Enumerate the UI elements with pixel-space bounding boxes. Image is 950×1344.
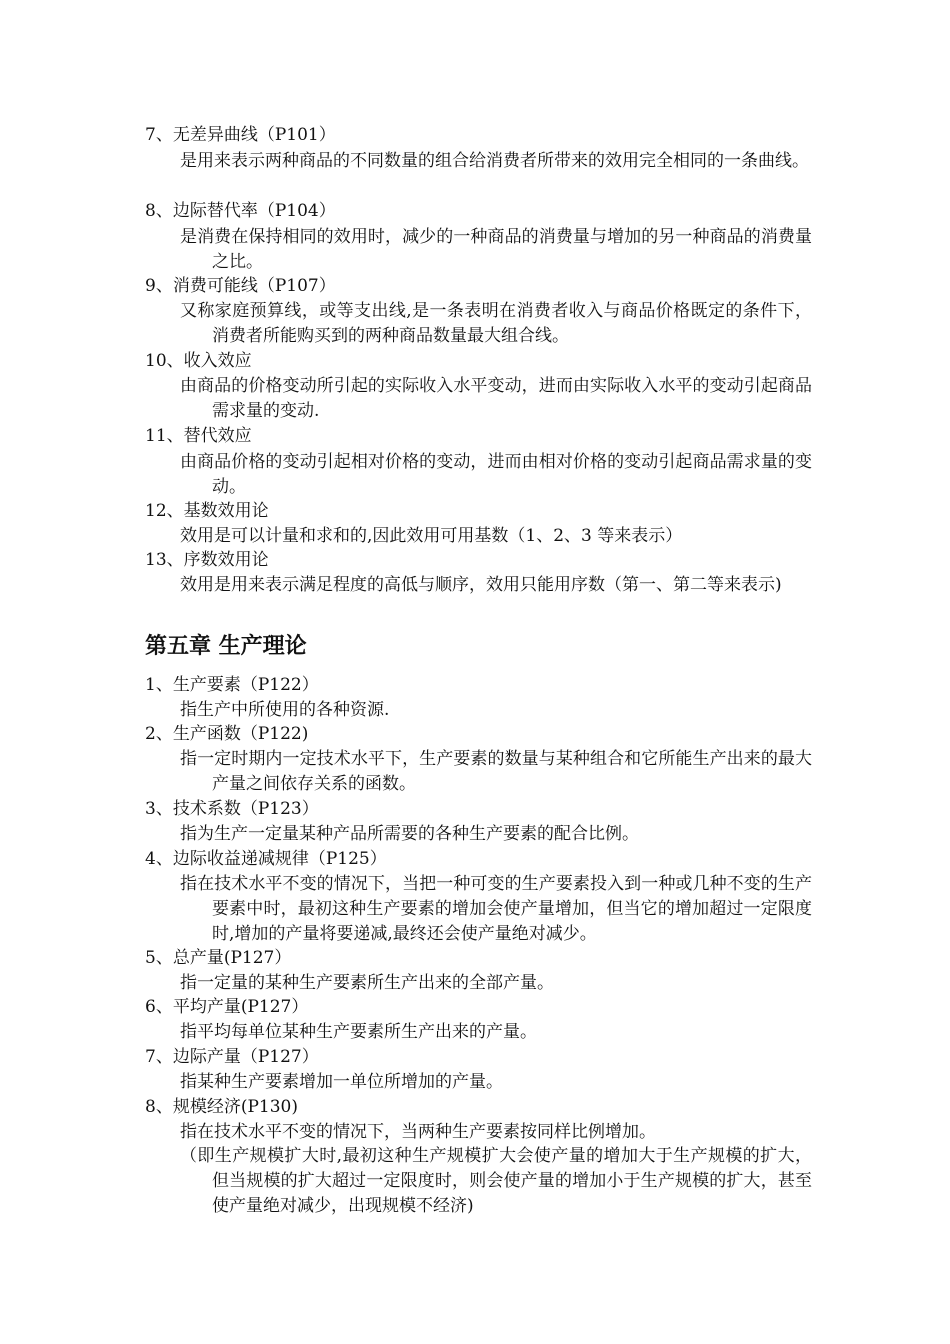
definition-marginal-rate-of-substitution: 是消费在保持相同的效用时，减少的一种商品的消费量与增加的另一种商品的消费量之比。 bbox=[180, 227, 812, 272]
chapter-title: 第五章 生产理论 bbox=[145, 633, 307, 659]
term-factors-of-production: 1、生产要素（P122） bbox=[145, 675, 319, 695]
term-diminishing-returns: 4、边际收益递减规律（P125） bbox=[145, 849, 387, 869]
definition-production-function: 指一定时期内一定技术水平下，生产要素的数量与某种组合和它所能生产出来的最大产量之间依存关系的函数。 bbox=[180, 749, 812, 794]
definition-ordinal-utility: 效用是用来表示满足程度的高低与顺序，效用只能用序数（第一、第二等来表示) bbox=[180, 575, 782, 595]
term-substitution-effect: 11、替代效应 bbox=[145, 426, 252, 446]
definition-cardinal-utility: 效用是可以计量和求和的,因此效用可用基数（1、2、3 等来表示） bbox=[180, 526, 683, 546]
definition-substitution-effect: 由商品价格的变动引起相对价格的变动，进而由相对价格的变动引起商品需求量的变动。 bbox=[180, 452, 812, 497]
term-income-effect: 10、收入效应 bbox=[145, 351, 252, 371]
definition-average-product: 指平均每单位某种生产要素所生产出来的产量。 bbox=[180, 1022, 537, 1042]
term-production-function: 2、生产函数（P122) bbox=[145, 724, 309, 744]
definition-total-product: 指一定量的某种生产要素所生产出来的全部产量。 bbox=[180, 973, 554, 993]
term-indifference-curve: 7、无差异曲线（P101） bbox=[145, 125, 336, 145]
term-marginal-product: 7、边际产量（P127） bbox=[145, 1047, 319, 1067]
term-budget-line: 9、消费可能线（P107） bbox=[145, 276, 336, 296]
note-economies-of-scale: （即生产规模扩大时,最初这种生产规模扩大会使产量的增加大于生产规模的扩大，但当规模的扩大超过一定限度时，则会使产量的增加小于生产规模的扩大，甚至使产量绝对减少，出现规模不经济) bbox=[180, 1146, 812, 1216]
definition-factors-of-production: 指生产中所使用的各种资源. bbox=[180, 700, 390, 720]
term-marginal-rate-of-substitution: 8、边际替代率（P104） bbox=[145, 201, 336, 221]
definition-marginal-product: 指某种生产要素增加一单位所增加的产量。 bbox=[180, 1072, 503, 1092]
definition-technical-coefficient: 指为生产一定量某种产品所需要的各种生产要素的配合比例。 bbox=[180, 824, 639, 844]
definition-indifference-curve: 是用来表示两种商品的不同数量的组合给消费者所带来的效用完全相同的一条曲线。 bbox=[180, 151, 809, 171]
definition-income-effect: 由商品的价格变动所引起的实际收入水平变动，进而由实际收入水平的变动引起商品需求量的变动. bbox=[180, 376, 812, 421]
term-economies-of-scale: 8、规模经济(P130) bbox=[145, 1097, 298, 1117]
definition-diminishing-returns: 指在技术水平不变的情况下，当把一种可变的生产要素投入到一种或几种不变的生产要素中时，最初这种生产要素的增加会使产量增加，但当它的增加超过一定限度时,增加的产量将要递减,最终还会使产量绝对减少。 bbox=[180, 874, 812, 944]
term-total-product: 5、总产量(P127） bbox=[145, 948, 292, 968]
definition-budget-line: 又称家庭预算线，或等支出线,是一条表明在消费者收入与商品价格既定的条件下，消费者所能购买到的两种商品数量最大组合线。 bbox=[180, 301, 812, 346]
definition-economies-of-scale: 指在技术水平不变的情况下，当两种生产要素按同样比例增加。 bbox=[180, 1122, 656, 1142]
term-ordinal-utility: 13、序数效用论 bbox=[145, 550, 269, 570]
term-technical-coefficient: 3、技术系数（P123） bbox=[145, 799, 319, 819]
term-cardinal-utility: 12、基数效用论 bbox=[145, 501, 269, 521]
term-average-product: 6、平均产量(P127） bbox=[145, 997, 309, 1017]
